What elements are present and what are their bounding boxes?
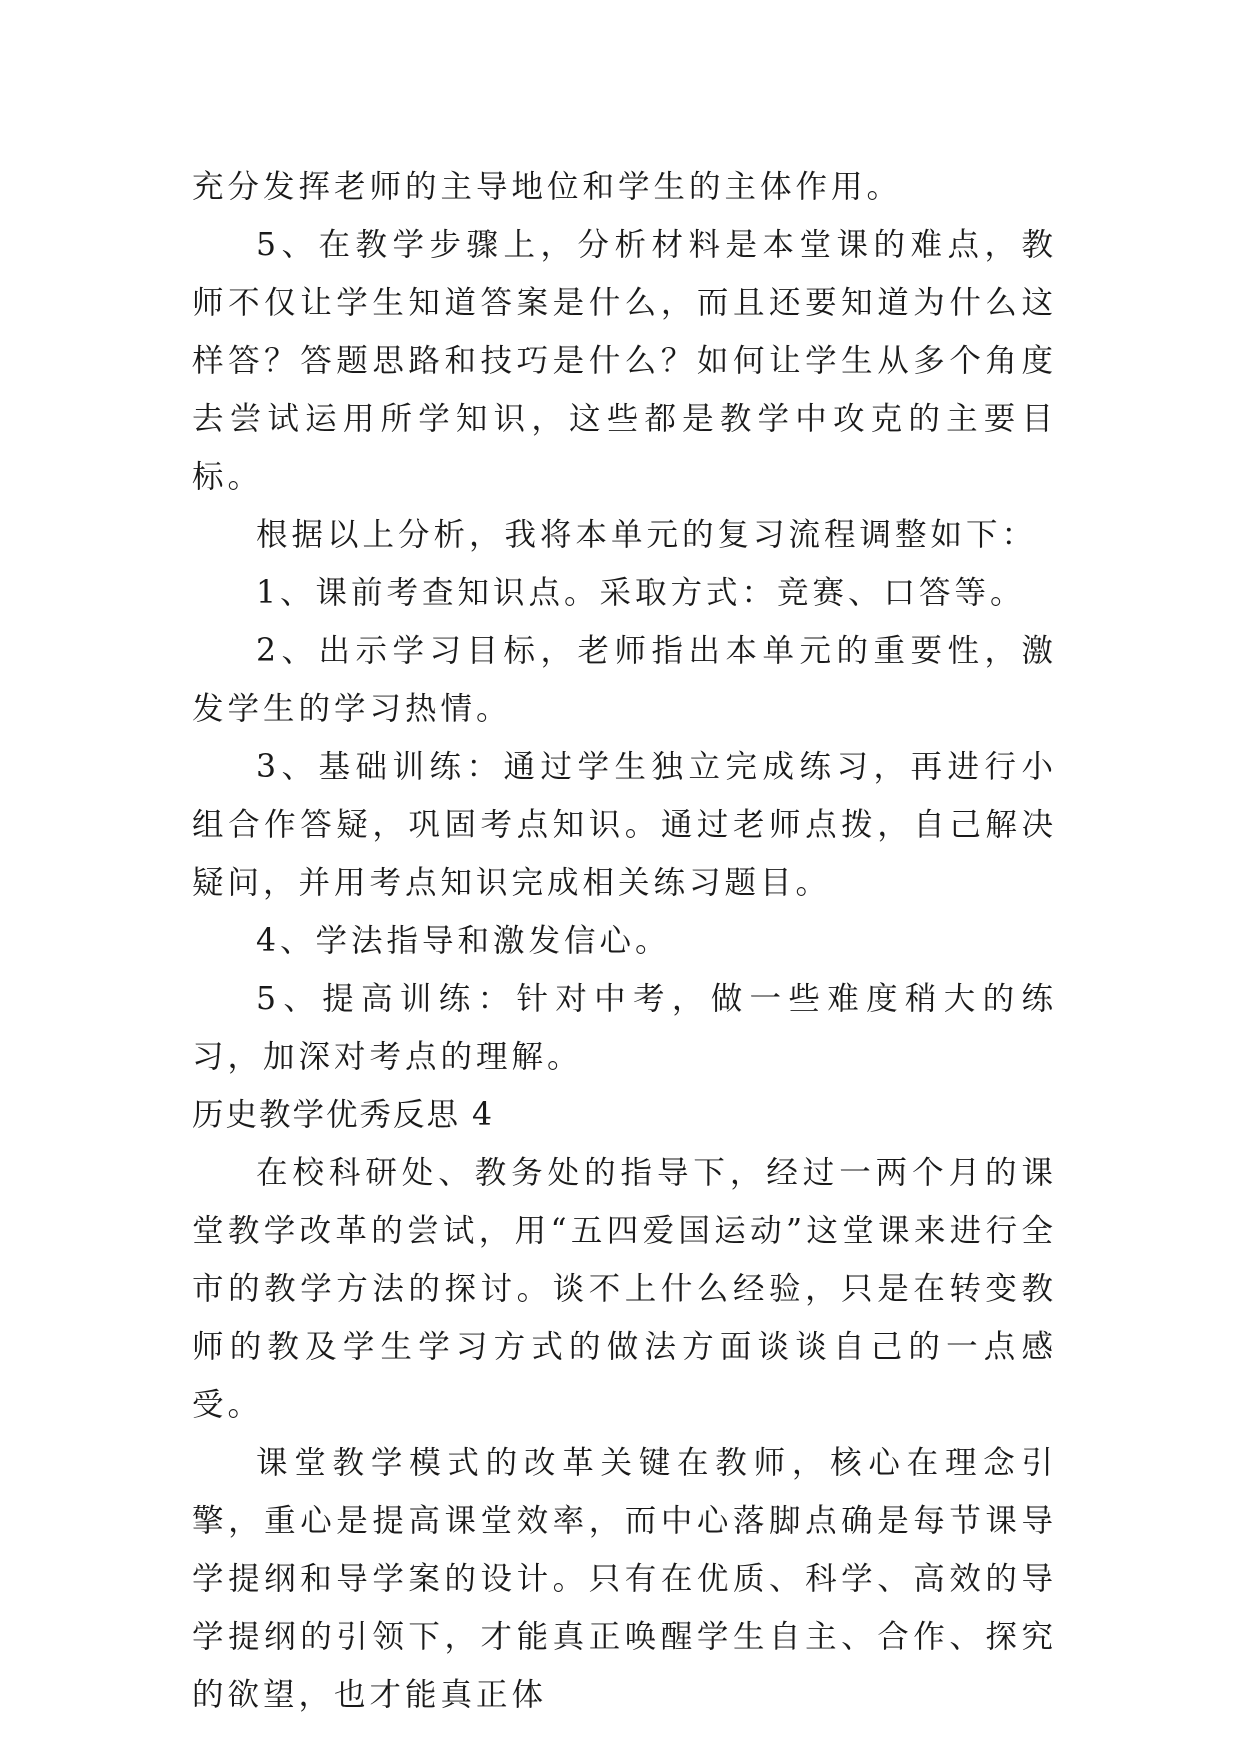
paragraph-1: 充分发挥老师的主导地位和学生的主体作用。 <box>192 169 903 205</box>
list-item-4: 4、学法指导和激发信心。 <box>256 923 671 959</box>
paragraph-4: 在校科研处、教务处的指导下，经过一两个月的课堂教学改革的尝试，用“五四爱国运动”这堂课来进行全市的教学方法的探讨。谈不上什么经验，只是在转变教师的教及学生学习方式的做法方面谈谈自己的一点感受。 <box>192 1155 1057 1423</box>
paragraph-2: 5、在教学步骤上，分析材料是本堂课的难点，教师不仅让学生知道答案是什么，而且还要知道为什么这样答？答题思路和技巧是什么？如何让学生从多个角度去尝试运用所学知识，这些都是教学中攻克的主要目标。 <box>192 227 1057 495</box>
list-item-1: 1、课前考查知识点。采取方式：竞赛、口答等。 <box>256 575 1026 611</box>
document-page <box>192 158 1057 1724</box>
paragraph-3: 根据以上分析，我将本单元的复习流程调整如下： <box>256 517 1038 553</box>
list-item-2: 2、出示学习目标，老师指出本单元的重要性，激发学生的学习热情。 <box>192 633 1057 727</box>
list-item-3: 3、基础训练：通过学生独立完成练习，再进行小组合作答疑，巩固考点知识。通过老师点拨，自己解决疑问，并用考点知识完成相关练习题目。 <box>192 749 1057 901</box>
section-heading: 历史教学优秀反思 4 <box>192 1097 495 1133</box>
list-item-5: 5、提高训练：针对中考，做一些难度稍大的练习，加深对考点的理解。 <box>192 981 1057 1075</box>
paragraph-5: 课堂教学模式的改革关键在教师，核心在理念引擎，重心是提高课堂效率，而中心落脚点确是每节课导学提纲和导学案的设计。只有在优质、科学、高效的导学提纲的引领下，才能真正唤醒学生自主、合作、探究的欲望，也才能真正体 <box>192 1445 1057 1713</box>
